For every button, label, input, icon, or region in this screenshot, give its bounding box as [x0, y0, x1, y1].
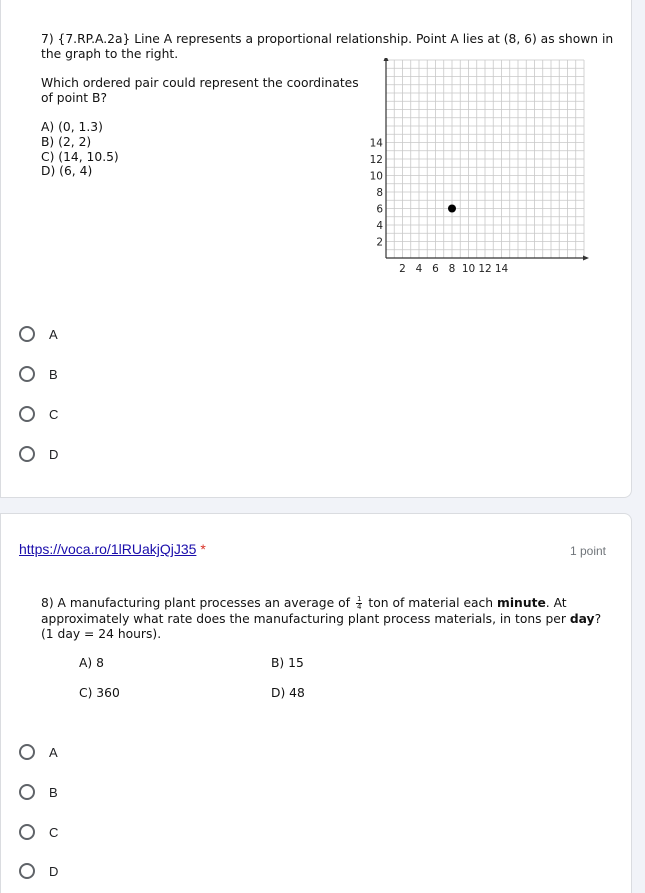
q7-choice-b: B) (2, 2) — [41, 134, 92, 149]
q8-answer-c: C) 360 — [79, 686, 120, 700]
fraction-one-quarter — [356, 596, 362, 611]
x-tick-label: 8 — [448, 263, 456, 275]
radio-icon[interactable] — [19, 406, 35, 422]
graph-y-tick-labels — [370, 138, 384, 249]
q8-header — [19, 541, 206, 557]
q8-text-pre: 8) A manufacturing plant processes an average of — [41, 596, 350, 610]
y-tick-label: 6 — [376, 203, 383, 216]
q7-title — [41, 32, 613, 61]
audio-link[interactable]: https://voca.ro/1lRUakjQjJ35 — [19, 541, 197, 557]
option-label: D — [49, 446, 59, 462]
q7-prompt-line2: of point B? — [41, 90, 107, 105]
q7-choice-c: C) (14, 10.5) — [41, 149, 119, 164]
y-tick-label: 14 — [369, 137, 383, 150]
x-tick-label: 4 — [415, 263, 423, 275]
graph-x-tick-labels — [399, 263, 508, 275]
q8-option-d[interactable] — [19, 860, 58, 882]
q8-text-line2 — [41, 612, 601, 628]
radio-icon[interactable] — [19, 446, 35, 462]
q7-choice-a: A) (0, 1.3) — [41, 120, 103, 134]
option-label: B — [49, 366, 58, 382]
radio-icon[interactable] — [19, 863, 35, 879]
required-asterisk: * — [200, 541, 206, 557]
q8-word-minute: minute — [497, 596, 546, 610]
q8-answer-a: A) 8 — [79, 656, 104, 670]
radio-icon[interactable] — [19, 824, 35, 840]
x-tick-label: 6 — [432, 263, 439, 275]
point-a-marker — [448, 205, 456, 213]
q7-option-d[interactable] — [19, 443, 58, 465]
x-tick-label: 2 — [399, 263, 406, 275]
q7-option-b[interactable] — [19, 363, 58, 385]
q8-answer-b: B) 15 — [271, 656, 304, 670]
q7-prompt-line1: Which ordered pair could represent the coordinates — [41, 76, 359, 90]
q8-text-after-minute: . At — [545, 596, 567, 610]
q8-text-line1 — [41, 596, 601, 612]
option-label: C — [49, 406, 59, 422]
y-tick-label: 10 — [369, 170, 383, 183]
q8-word-day: day — [569, 611, 595, 626]
y-tick-label: 4 — [376, 220, 383, 232]
x-tick-label: 12 — [478, 263, 492, 275]
q7-title-line2: the graph to the right. — [41, 46, 179, 61]
q7-choice-d: D) (6, 4) — [41, 164, 93, 179]
q8-option-b[interactable] — [19, 781, 58, 803]
option-label: A — [49, 326, 58, 342]
radio-icon[interactable] — [19, 366, 35, 382]
radio-icon[interactable] — [19, 326, 35, 342]
q8-question-text — [41, 596, 601, 643]
y-tick-label: 2 — [376, 236, 383, 249]
q8-text-mid: ton of material each — [368, 596, 494, 610]
radio-icon[interactable] — [19, 744, 35, 760]
q8-line2-pre: approximately what rate does the manufacturing plant process materials, in tons per — [41, 611, 566, 626]
option-label: D — [49, 863, 59, 879]
q7-option-a[interactable] — [19, 323, 58, 345]
q8-option-c[interactable] — [19, 821, 58, 843]
x-axis-arrow-icon — [583, 256, 589, 261]
q8-text-line3: (1 day = 24 hours). — [41, 627, 162, 641]
y-tick-label: 8 — [376, 187, 383, 199]
y-tick-label: 12 — [369, 154, 383, 166]
y-axis-arrow-icon — [384, 58, 389, 61]
question-8-card — [0, 513, 632, 893]
q8-option-a[interactable] — [19, 741, 58, 763]
points-label: 1 point — [569, 544, 606, 558]
q7-option-c[interactable] — [19, 403, 58, 425]
radio-icon[interactable] — [19, 784, 35, 800]
fraction-numerator: 1 — [356, 595, 362, 603]
q7-title-line1: 7) {7.RP.A.2a} Line A represents a proportional relationship. Point A lies at (8, 6) as shown in — [41, 32, 614, 46]
q8-answer-d: D) 48 — [271, 686, 305, 700]
coordinate-graph — [366, 58, 596, 290]
x-tick-label: 14 — [494, 263, 509, 275]
q8-line2-post: ? — [594, 611, 602, 626]
graph-grid — [384, 58, 590, 261]
option-label: B — [49, 784, 58, 800]
option-label: C — [49, 824, 59, 840]
fraction-denominator: 4 — [356, 603, 362, 611]
x-tick-label: 10 — [461, 263, 476, 275]
q7-choices — [41, 120, 119, 179]
q7-prompt — [41, 76, 359, 105]
option-label: A — [49, 744, 58, 760]
